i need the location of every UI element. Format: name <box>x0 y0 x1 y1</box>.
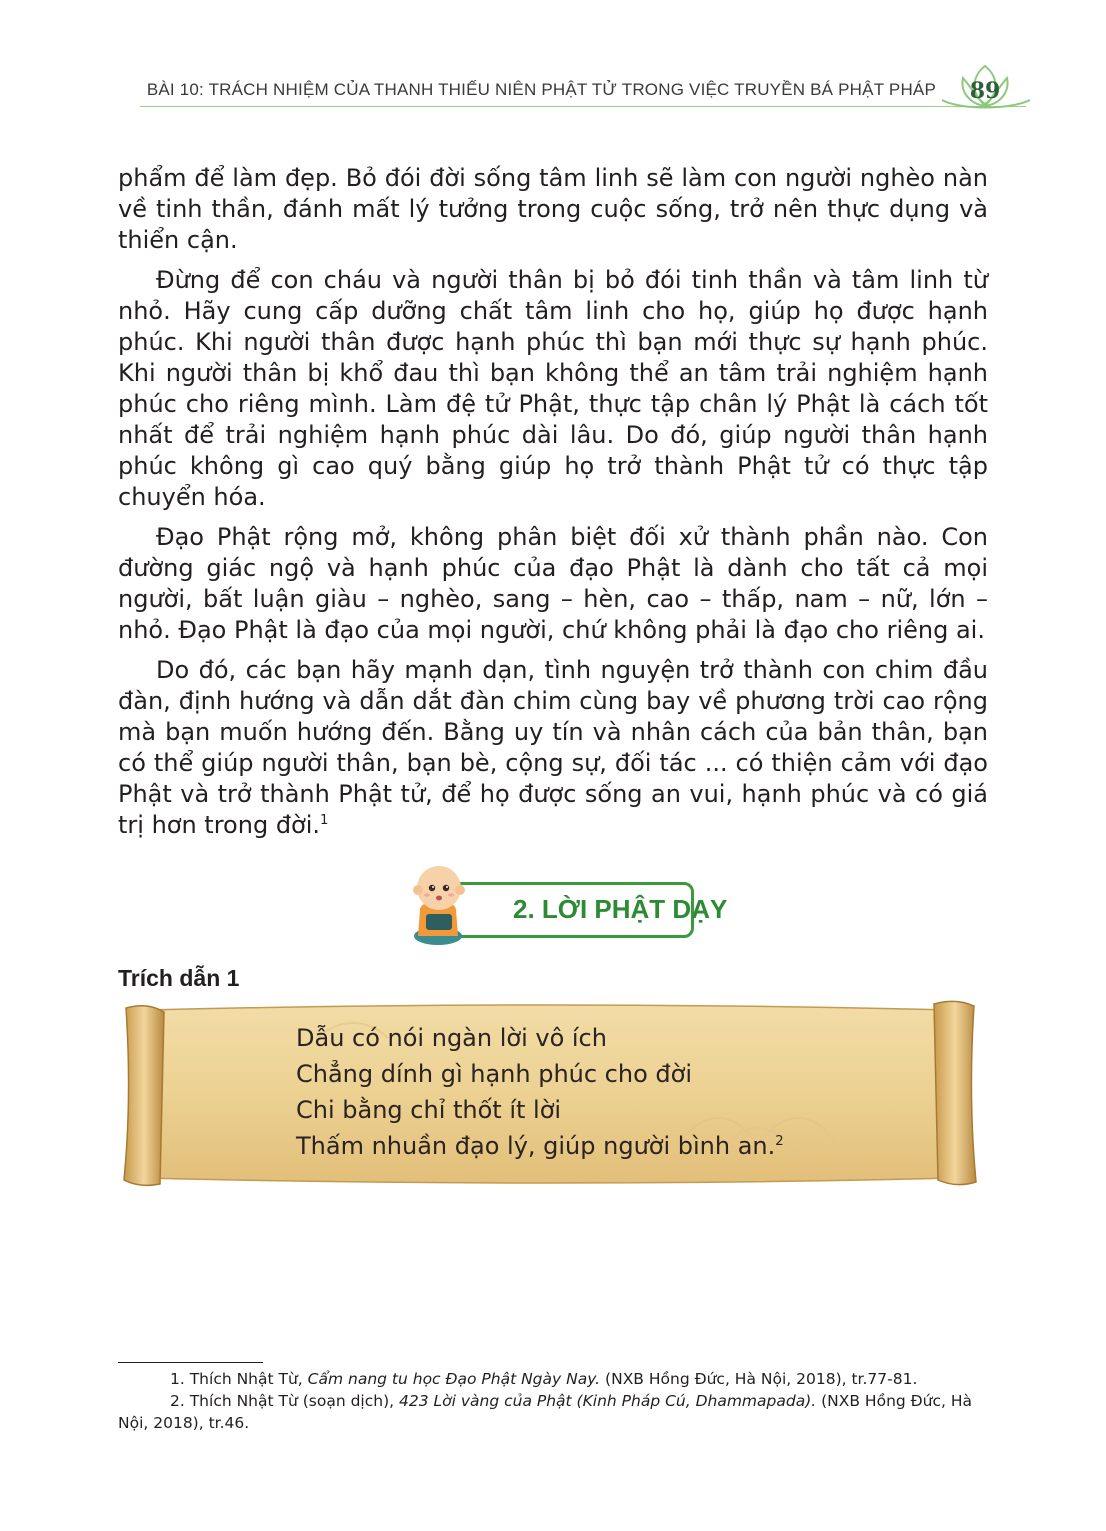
verse-line-last <box>296 1128 784 1164</box>
lesson-title: BÀI 10: TRÁCH NHIỆM CỦA THANH THIẾU NIÊN PHẬT TỬ TRONG VIỆC TRUYỀN BÁ PHẬT PHÁP <box>146 80 936 99</box>
quote-scroll <box>118 998 980 1190</box>
footnote-divider <box>118 1362 263 1363</box>
footnotes <box>118 1368 988 1434</box>
page-number: 89 <box>969 78 1001 104</box>
verse-line: Chẳng dính gì hạnh phúc cho đời <box>296 1060 692 1088</box>
footnote-1-author: 1. Thích Nhật Từ, <box>170 1370 308 1388</box>
body-text <box>118 163 988 850</box>
section-banner <box>408 858 728 958</box>
footnote-1 <box>118 1368 988 1390</box>
verse <box>296 1020 784 1164</box>
footnote-2-author: 2. Thích Nhật Từ (soạn dịch), <box>170 1392 399 1410</box>
section-title: 2. LỜI PHẬT DẠY <box>513 894 728 924</box>
footnote-1-publisher: (NXB Hồng Đức, Hà Nội, 2018), tr.77-81. <box>600 1370 918 1388</box>
verse-line: Dẫu có nói ngàn lời vô ích <box>296 1024 607 1052</box>
verse-line: Chi bằng chỉ thốt ít lời <box>296 1096 562 1124</box>
header-divider <box>140 106 1026 107</box>
section-title-box <box>448 882 728 938</box>
page-header <box>0 60 1106 130</box>
footnote-marker-2: 2 <box>775 1134 784 1149</box>
paragraph-1: phẩm để làm đẹp. Bỏ đói đời sống tâm linh sẽ làm con người nghèo nàn về tinh thần, đánh mất lý tưởng trong cuộc sống, trở nên thực dụng và thiển cận. <box>118 164 988 254</box>
monk-illustration <box>408 858 478 948</box>
footnote-2-publisher: (NXB Hồng Đức, Hà Nội, 2018), tr.46. <box>118 1392 973 1432</box>
paragraph-2: Đừng để con cháu và người thân bị bỏ đói tinh thần và tâm linh từ nhỏ. Hãy cung cấp dưỡng chất tâm linh cho họ, giúp họ được hạnh phúc. Khi người thân được hạnh phúc thì bạn mới thực sự hạnh phúc. Khi người thân bị khổ đau thì bạn không thể an tâm trải nghiệm hạnh phúc cho riêng mình. Làm đệ tử Phật, thực tập chân lý Phật là cách tốt nhất để trải nghiệm hạnh phúc dài lâu. Do đó, giúp người thân hạnh phúc không gì cao quý bằng giúp họ trở thành Phật tử có thực tập chuyển hóa. <box>118 266 988 511</box>
verse-line: Thấm nhuần đạo lý, giúp người bình an. <box>296 1132 776 1160</box>
footnote-2-title: 423 Lời vàng của Phật (Kinh Pháp Cú, Dhammapada). <box>398 1392 817 1410</box>
quote-heading: Trích dẫn 1 <box>118 965 240 991</box>
paragraph-3: Đạo Phật rộng mở, không phân biệt đối xử thành phần nào. Con đường giác ngộ và hạnh phúc của đạo Phật là dành cho tất cả mọi người, bất luận giàu – nghèo, sang – hèn, cao – thấp, nam – nữ, lớn – nhỏ. Đạo Phật là đạo của mọi người, chứ không phải là đạo cho riêng ai. <box>118 523 988 644</box>
footnote-marker-1: 1 <box>320 813 329 828</box>
paragraph-4 <box>118 655 988 841</box>
footnote-2 <box>118 1390 988 1434</box>
paragraph-4-text: Do đó, các bạn hãy mạnh dạn, tình nguyện trở thành con chim đầu đàn, định hướng và dẫn dắt đàn chim cùng bay về phương trời cao rộng mà bạn muốn hướng đến. Bằng uy tín và nhân cách của bản thân, bạn có thể giúp người thân, bạn bè, cộng sự, đối tác ... có thiện cảm với đạo Phật và trở thành Phật tử, để họ được sống an vui, hạnh phúc và có giá trị hơn trong đời. <box>118 656 988 839</box>
footnote-1-title: Cẩm nang tu học Đạo Phật Ngày Nay. <box>307 1370 601 1388</box>
